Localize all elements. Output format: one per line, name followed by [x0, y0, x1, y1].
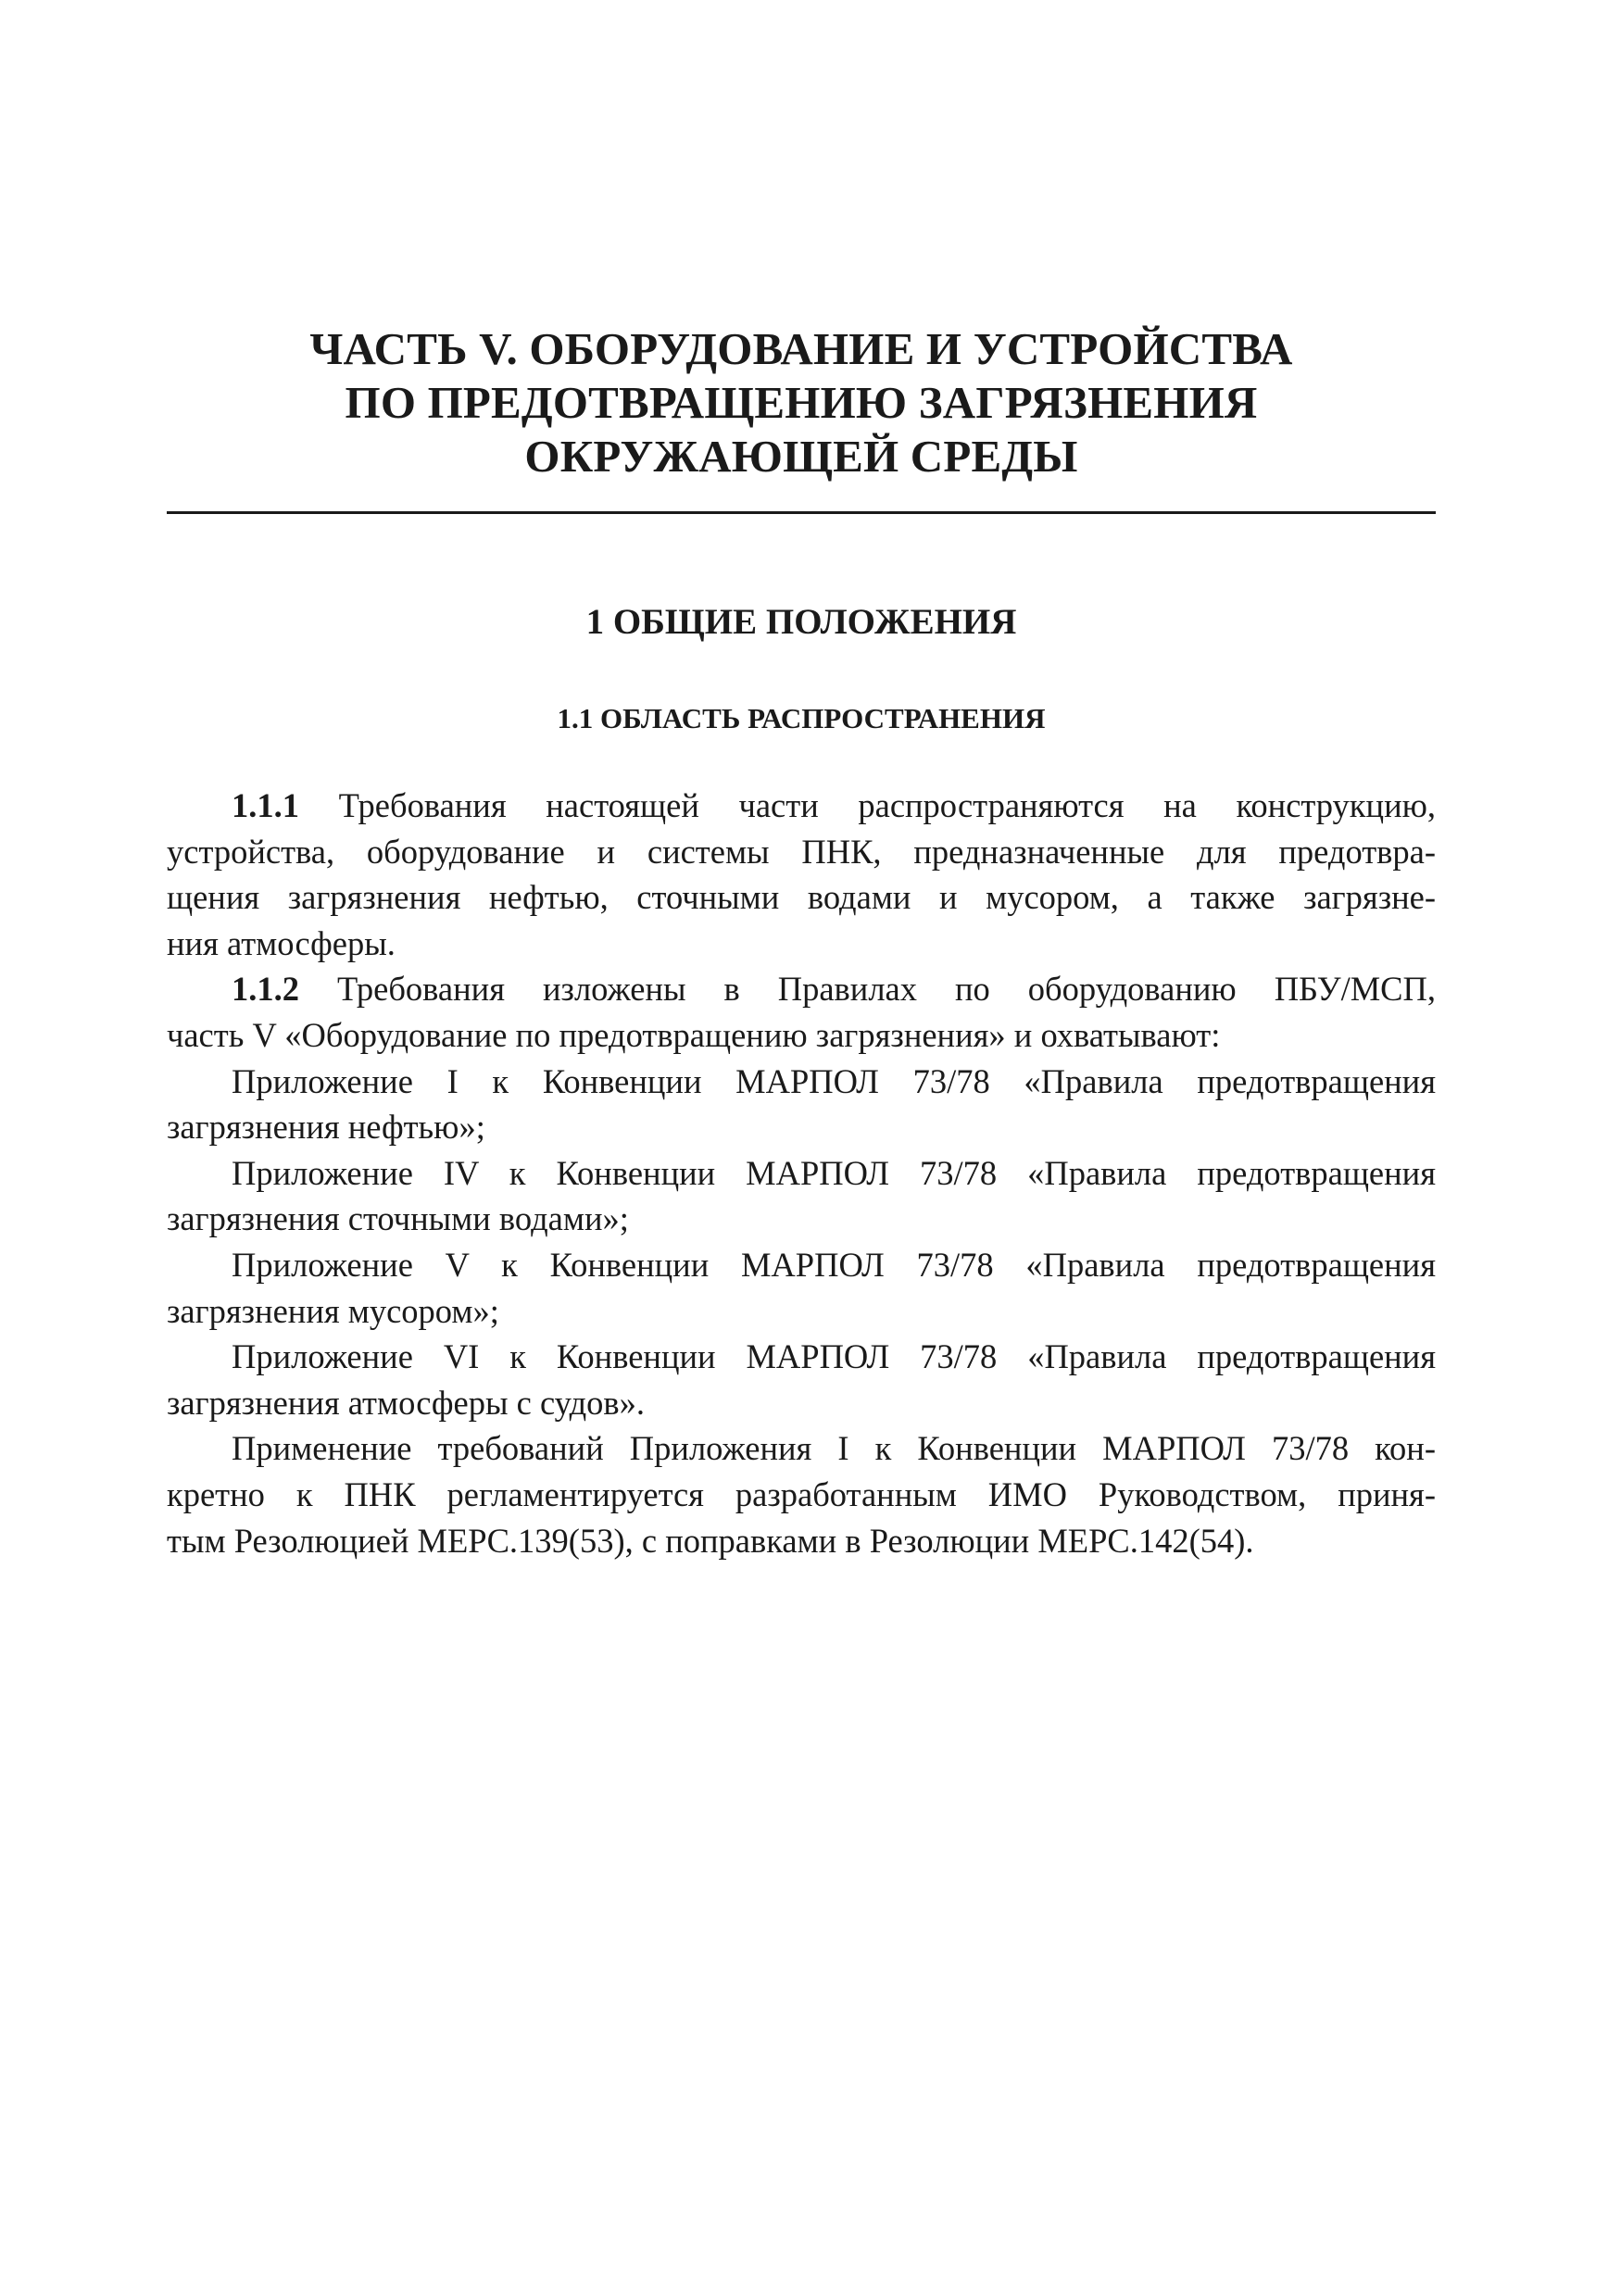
part-title-line-1: ЧАСТЬ V. ОБОРУДОВАНИЕ И УСТРОЙСТВА [309, 323, 1293, 374]
part-title-line-3: ОКРУЖАЮЩЕЙ СРЕДЫ [524, 431, 1078, 482]
text-line: Приложение V к Конвенции МАРПОЛ 73/78 «Правила предотвращения [232, 1245, 1436, 1284]
paragraph-number: 1.1.2 [232, 970, 299, 1009]
text-line: Приложение IV к Конвенции МАРПОЛ 73/78 «Правила предотвращения [232, 1153, 1436, 1192]
text-line: загрязнения атмосферы с судов». [167, 1383, 646, 1422]
text-line: устройства, оборудование и системы ПНК, предназначенные для предотвра- [167, 832, 1436, 871]
part-title [167, 322, 1436, 483]
text-line: 1.1.2 Требования изложены в Правилах по оборудованию ПБУ/МСП, [232, 970, 1436, 1009]
text-line: часть V «Оборудование по предотвращению загрязнения» и охватывают: [167, 1015, 1221, 1054]
text-line: кретно к ПНК регламентируется разработанным ИМО Руководством, приня- [167, 1474, 1436, 1513]
paragraph-annex-4 [167, 1150, 1436, 1242]
paragraph-application [167, 1425, 1436, 1563]
paragraph-annex-1 [167, 1059, 1436, 1150]
part-title-line-2: ПО ПРЕДОТВРАЩЕНИЮ ЗАГРЯЗНЕНИЯ [345, 377, 1258, 428]
paragraph-annex-6 [167, 1334, 1436, 1425]
paragraph-annex-5 [167, 1242, 1436, 1334]
text-line: 1.1.1 Требования настоящей части распространяются на конструкцию, [232, 786, 1436, 824]
paragraph-1-1-2 [167, 966, 1436, 1058]
paragraph-number: 1.1.1 [232, 786, 299, 824]
text-line: щения загрязнения нефтью, сточными водами и мусором, а также загрязне- [167, 878, 1436, 917]
text-line: загрязнения сточными водами»; [167, 1199, 629, 1238]
text-line: Применение требований Приложения I к Конвенции МАРПОЛ 73/78 кон- [232, 1429, 1436, 1468]
text-line: Приложение VI к Конвенции МАРПОЛ 73/78 «Правила предотвращения [232, 1337, 1436, 1376]
text-line: тым Резолюцией MEPC.139(53), с поправками в Резолюции MEPC.142(54). [167, 1521, 1254, 1560]
subsection-title: 1.1 ОБЛАСТЬ РАСПРОСТРАНЕНИЯ [557, 702, 1046, 734]
body-text [167, 783, 1436, 1563]
text-line: загрязнения нефтью»; [167, 1108, 485, 1147]
text-line: загрязнения мусором»; [167, 1291, 499, 1330]
paragraph-1-1-1 [167, 783, 1436, 966]
text-line: ния атмосферы. [167, 923, 396, 962]
text-line: Приложение I к Конвенции МАРПОЛ 73/78 «Правила предотвращения [232, 1061, 1436, 1100]
section-title: 1 ОБЩИЕ ПОЛОЖЕНИЯ [585, 602, 1017, 642]
title-divider [167, 511, 1436, 514]
